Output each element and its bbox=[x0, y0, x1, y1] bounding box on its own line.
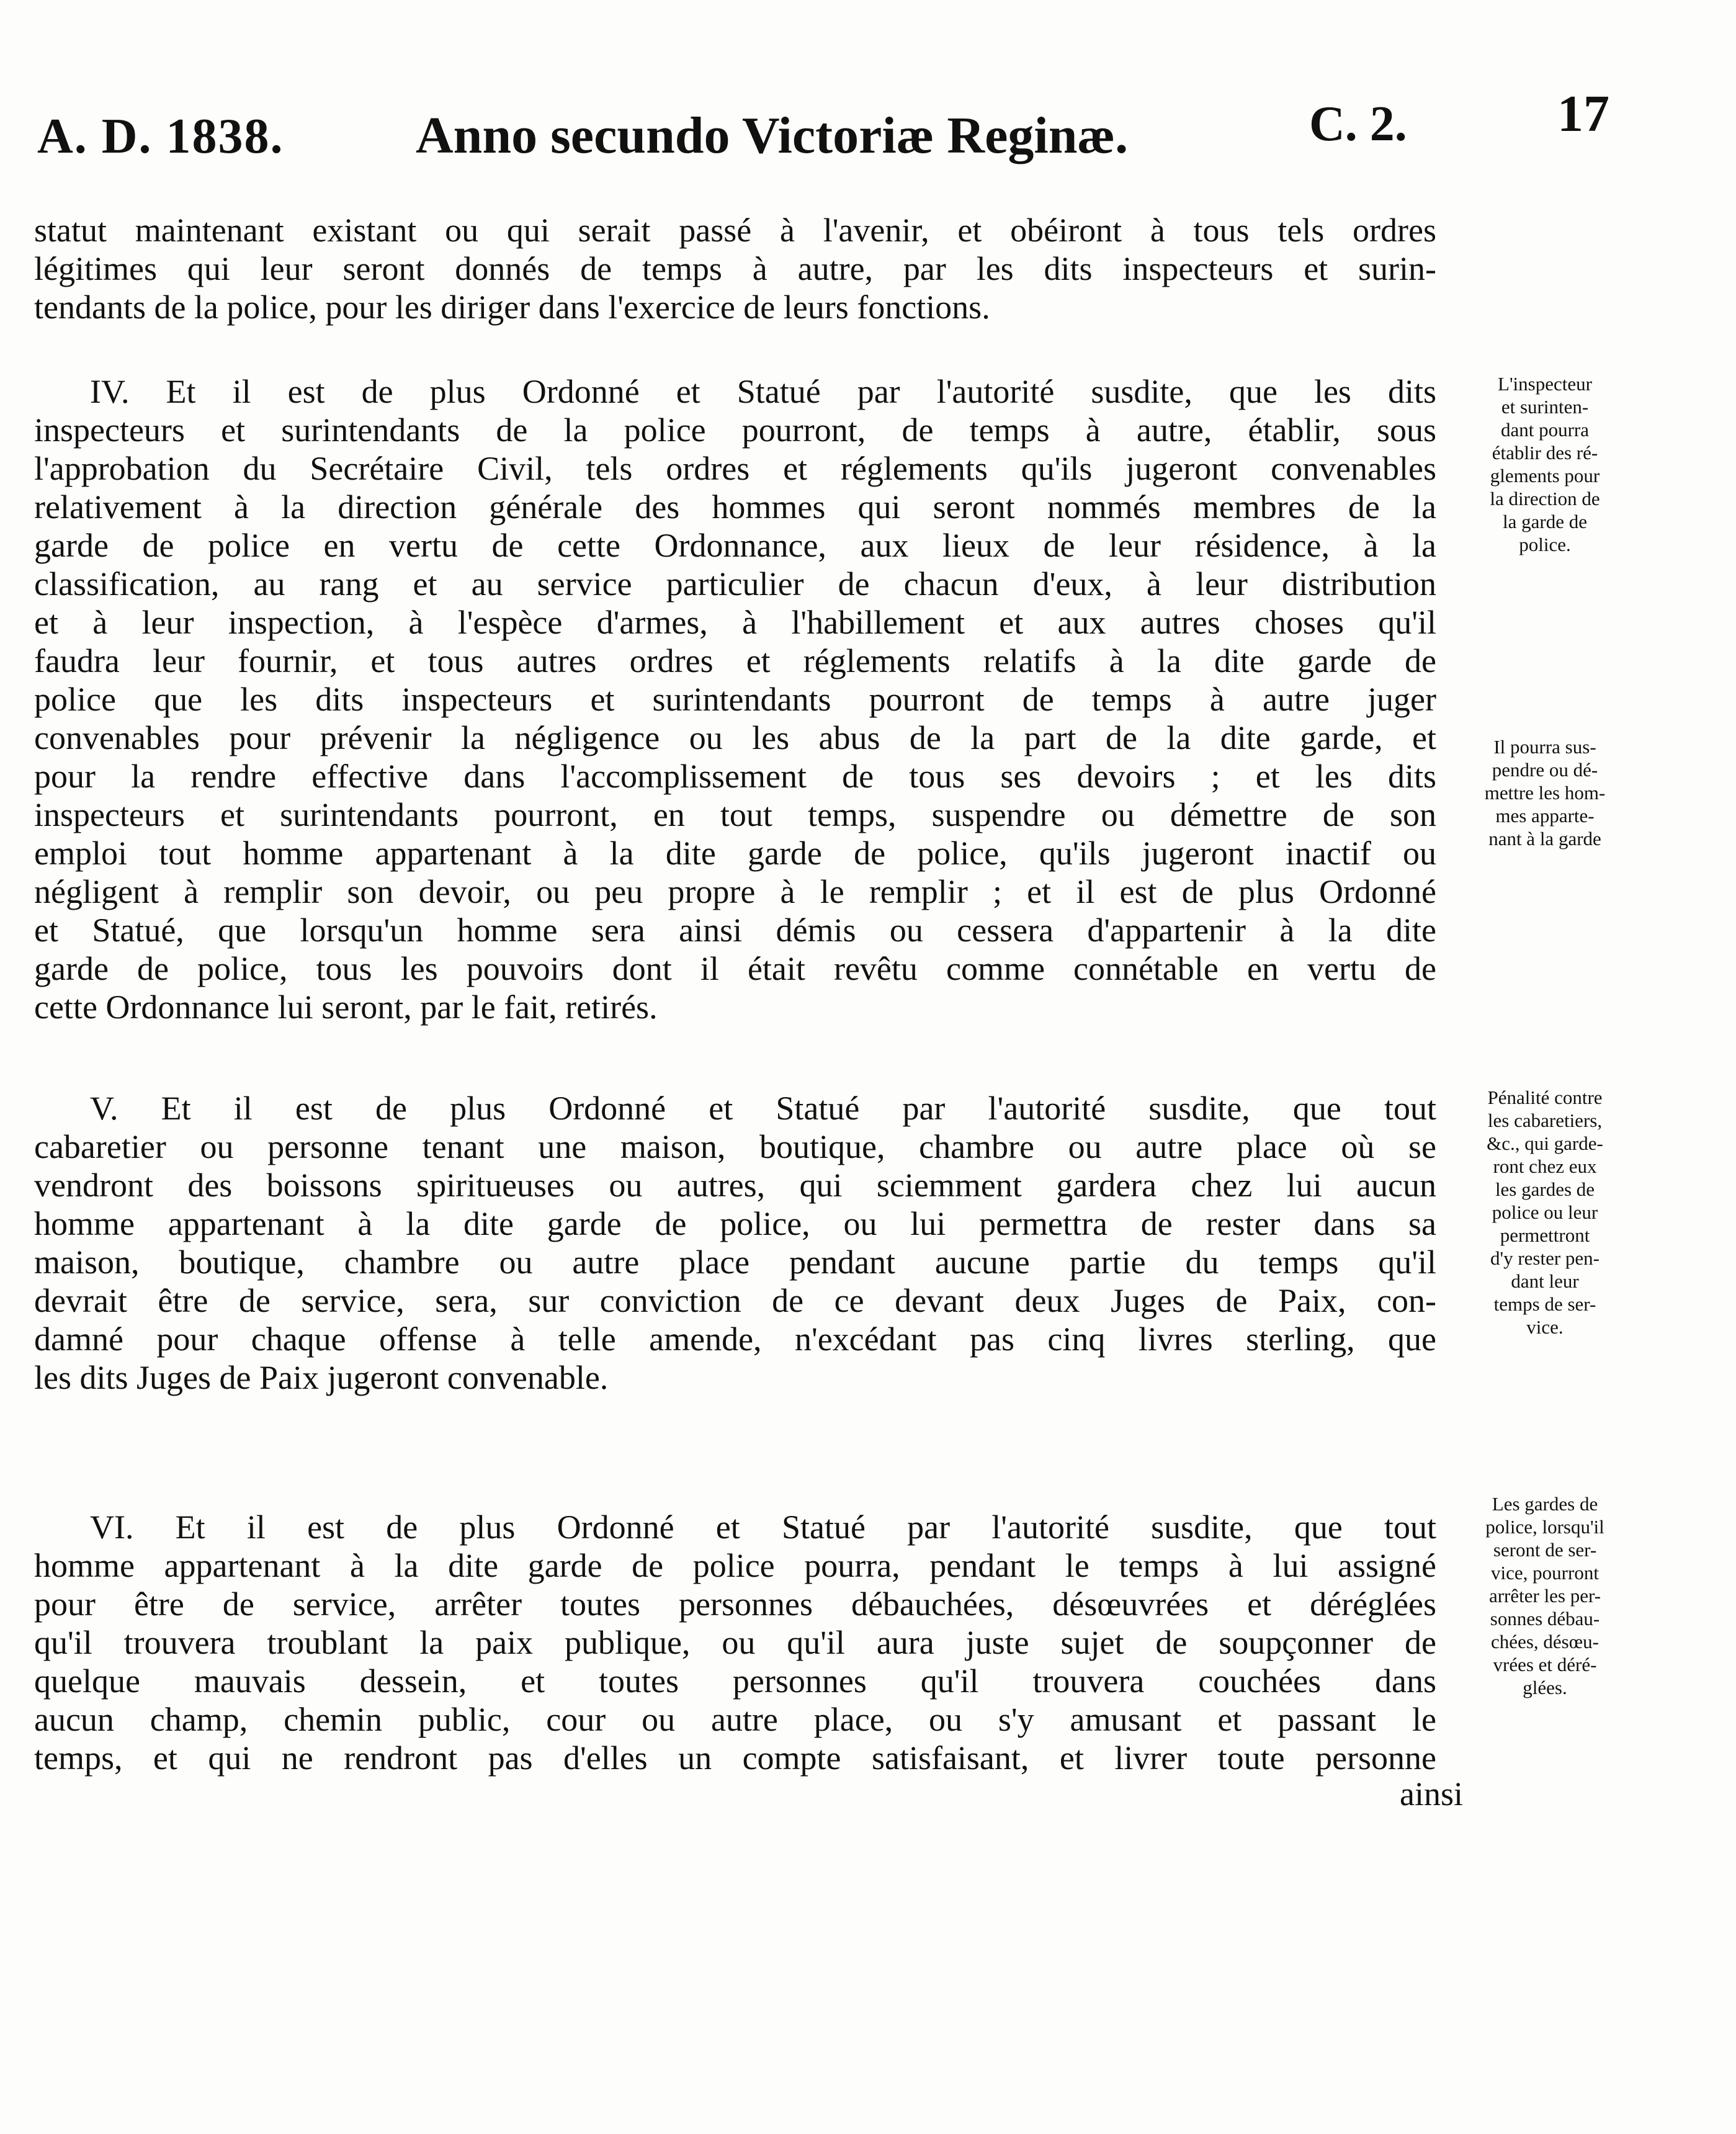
margin-note-line: nant à la garde bbox=[1488, 828, 1601, 850]
margin-note-line: police. bbox=[1519, 534, 1571, 555]
margin-note-line: d'y rester pen- bbox=[1490, 1247, 1600, 1269]
text-line: inspecteurs et surintendants pourront, en tout temps, suspendre ou démettre de son bbox=[34, 796, 1436, 833]
text-line: emploi tout homme appartenant à la dite garde de police, qu'ils jugeront inactif ou bbox=[34, 835, 1436, 872]
margin-note-line: vrées et déré- bbox=[1493, 1654, 1597, 1675]
margin-note-line: glées. bbox=[1523, 1677, 1567, 1698]
paragraph-section-vi bbox=[34, 1508, 1436, 1777]
margin-note-line: vice, pourront bbox=[1491, 1562, 1599, 1584]
text-line: et Statué, que lorsqu'un homme sera ainsi démis ou cessera d'appartenir à la dite bbox=[34, 912, 1436, 949]
margin-note-line: pendre ou dé- bbox=[1492, 759, 1598, 781]
margin-note-line: établir des ré- bbox=[1492, 442, 1598, 464]
text-line: cette Ordonnance lui seront, par le fait, retirés. bbox=[34, 989, 658, 1026]
text-line: les dits Juges de Paix jugeront convenable. bbox=[34, 1359, 609, 1396]
catchword: ainsi bbox=[1400, 1775, 1463, 1813]
margin-note-gardes bbox=[1455, 1492, 1635, 1699]
paragraph-section-v bbox=[34, 1089, 1436, 1397]
text-line: garde de police, tous les pouvoirs dont il était revêtu comme connétable en vertu de bbox=[34, 950, 1436, 987]
margin-note-line: arrêter les per- bbox=[1488, 1585, 1601, 1607]
text-line: devrait être de service, sera, sur conviction de ce devant deux Juges de Paix, con- bbox=[34, 1282, 1436, 1319]
page-number: 17 bbox=[1557, 85, 1609, 143]
text-line: qu'il trouvera troublant la paix publique, ou qu'il aura juste sujet de soupçonner de bbox=[34, 1624, 1436, 1661]
margin-note-line: seront de ser- bbox=[1493, 1539, 1597, 1561]
margin-note-line: mes apparte- bbox=[1495, 805, 1595, 827]
text-line: V. Et il est de plus Ordonné et Statué par l'autorité susdite, que tout bbox=[90, 1090, 1436, 1127]
text-line: homme appartenant à la dite garde de police, ou lui permettra de rester dans sa bbox=[34, 1205, 1436, 1242]
margin-note-line: dant pourra bbox=[1500, 419, 1590, 441]
text-line: inspecteurs et surintendants de la police pourront, de temps à autre, établir, sous bbox=[34, 411, 1436, 449]
text-line: statut maintenant existant ou qui serait passé à l'avenir, et obéiront à tous tels ordres bbox=[34, 212, 1436, 249]
text-line: légitimes qui leur seront donnés de temps à autre, par les dits inspecteurs et surin- bbox=[34, 250, 1436, 287]
text-line: classification, au rang et au service particulier de chacun d'eux, à leur distribution bbox=[34, 565, 1436, 603]
margin-note-line: glements pour bbox=[1490, 465, 1600, 486]
running-header-year: A. D. 1838. bbox=[37, 109, 284, 164]
text-line: pour la rendre effective dans l'accomplissement de tous ses devoirs ; et les dits bbox=[34, 758, 1436, 795]
paragraph-section-iv bbox=[34, 372, 1436, 1026]
margin-note-line: dant leur bbox=[1511, 1270, 1579, 1292]
text-line: IV. Et il est de plus Ordonné et Statué par l'autorité susdite, que les dits bbox=[90, 373, 1436, 410]
margin-note-line: permettront bbox=[1500, 1224, 1590, 1246]
margin-note-line: &c., qui garde- bbox=[1487, 1132, 1603, 1154]
text-line: faudra leur fournir, et tous autres ordres et réglements relatifs à la dite garde de bbox=[34, 642, 1436, 679]
margin-note-line: les gardes de bbox=[1495, 1178, 1595, 1200]
margin-note-line: police ou leur bbox=[1492, 1201, 1598, 1223]
text-line: garde de police en vertu de cette Ordonnance, aux lieux de leur résidence, à la bbox=[34, 527, 1436, 564]
margin-note-line: vice. bbox=[1526, 1316, 1564, 1338]
text-line: temps, et qui ne rendront pas d'elles un compte satisfaisant, et livrer toute personne bbox=[34, 1739, 1436, 1777]
margin-note-line: Il pourra sus- bbox=[1493, 736, 1596, 758]
text-line: pour être de service, arrêter toutes personnes débauchées, désœuvrées et déréglées bbox=[34, 1585, 1436, 1623]
margin-note-line: chées, désœu- bbox=[1491, 1631, 1599, 1652]
margin-note-line: la garde de bbox=[1503, 511, 1587, 532]
text-line: négligent à remplir son devoir, ou peu propre à le remplir ; et il est de plus Ordonné bbox=[34, 873, 1436, 910]
text-line: tendants de la police, pour les diriger dans l'exercice de leurs fonctions. bbox=[34, 289, 990, 326]
margin-note-suspendre bbox=[1455, 735, 1635, 850]
text-line: quelque mauvais dessein, et toutes personnes qu'il trouvera couchées dans bbox=[34, 1662, 1436, 1700]
margin-note-line: les cabaretiers, bbox=[1487, 1110, 1603, 1131]
running-header-chapter: C. 2. bbox=[1309, 97, 1407, 151]
margin-note-line: sonnes débau- bbox=[1490, 1608, 1600, 1630]
text-line: cabaretier ou personne tenant une maison, boutique, chambre ou autre place où se bbox=[34, 1128, 1436, 1165]
text-line: convenables pour prévenir la négligence ou les abus de la part de la dite garde, et bbox=[34, 719, 1436, 756]
margin-note-line: temps de ser- bbox=[1493, 1293, 1596, 1315]
text-line: police que les dits inspecteurs et surintendants pourront de temps à autre juger bbox=[34, 681, 1436, 718]
margin-note-inspecteur bbox=[1455, 372, 1635, 556]
margin-note-line: L'inspecteur bbox=[1498, 373, 1592, 395]
text-line: homme appartenant à la dite garde de police pourra, pendant le temps à lui assigné bbox=[34, 1547, 1436, 1584]
margin-note-line: police, lorsqu'il bbox=[1485, 1516, 1604, 1538]
text-line: vendront des boissons spiritueuses ou autres, qui sciemment gardera chez lui aucun bbox=[34, 1167, 1436, 1204]
running-header-title: Anno secundo Victoriæ Reginæ. bbox=[416, 107, 1129, 164]
margin-note-penalite bbox=[1455, 1086, 1635, 1338]
text-line: l'approbation du Secrétaire Civil, tels ordres et réglements qu'ils jugeront convenables bbox=[34, 450, 1436, 487]
paragraph-continuation bbox=[34, 211, 1436, 326]
text-line: et à leur inspection, à l'espèce d'armes, à l'habillement et aux autres choses qu'il bbox=[34, 604, 1436, 641]
text-line: maison, boutique, chambre ou autre place pendant aucune partie du temps qu'il bbox=[34, 1244, 1436, 1281]
text-line: damné pour chaque offense à telle amende, n'excédant pas cinq livres sterling, que bbox=[34, 1320, 1436, 1358]
text-line: VI. Et il est de plus Ordonné et Statué par l'autorité susdite, que tout bbox=[90, 1509, 1436, 1546]
margin-note-line: la direction de bbox=[1490, 488, 1600, 509]
margin-note-line: mettre les hom- bbox=[1484, 782, 1606, 804]
margin-note-line: Les gardes de bbox=[1492, 1493, 1598, 1515]
text-line: relativement à la direction générale des hommes qui seront nommés membres de la bbox=[34, 488, 1436, 526]
margin-note-line: Pénalité contre bbox=[1487, 1087, 1603, 1108]
margin-note-line: et surinten- bbox=[1501, 396, 1589, 418]
text-line: aucun champ, chemin public, cour ou autre place, ou s'y amusant et passant le bbox=[34, 1701, 1436, 1738]
margin-note-line: ront chez eux bbox=[1493, 1155, 1597, 1177]
